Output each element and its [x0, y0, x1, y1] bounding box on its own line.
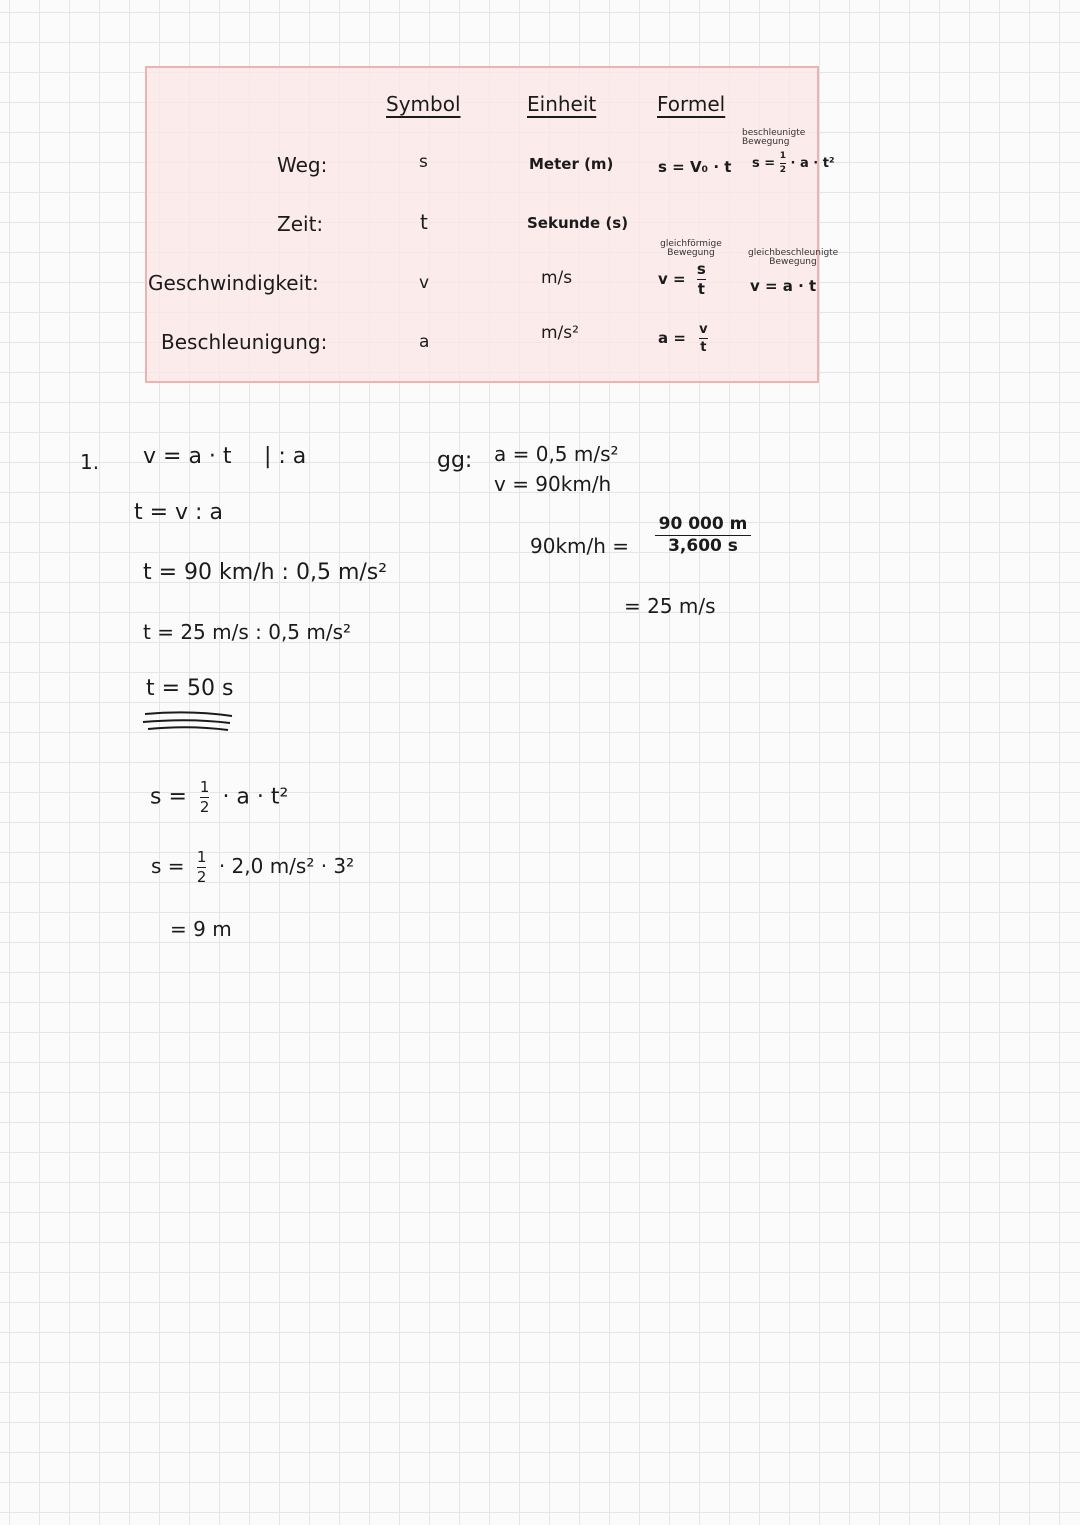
- note-geschw-accelerated: gleichbeschleunigte Bewegung: [748, 248, 839, 267]
- header-unit: Einheit: [527, 92, 597, 116]
- eq-t-result: t = 50 s: [146, 676, 234, 701]
- header-symbol: Symbol: [386, 92, 461, 116]
- row-label-weg: Weg:: [277, 153, 328, 177]
- unit-zeit: Sekunde (s): [527, 214, 629, 232]
- s-calculation: s = $\frac{1}{2}$ · 2,0 m/s² · 3²: [151, 848, 355, 886]
- note-weg-accelerated: beschleunigte Bewegung: [742, 128, 806, 147]
- result-double-underline: [140, 708, 240, 738]
- unit-beschleunigung: m/s²: [541, 323, 579, 343]
- formula-geschw-uniform: v = $\frac{s}{t}$: [658, 260, 706, 298]
- formula-beschleunigung: a = $\frac{v}{t}$: [658, 322, 708, 355]
- unit-geschwindigkeit: m/s: [541, 268, 573, 288]
- conversion-fraction: $\frac{90 000 m}{3,600 s}$: [655, 516, 751, 555]
- unit-weg: Meter (m): [529, 155, 614, 173]
- eq-v-at: v = a · t: [143, 444, 232, 469]
- row-label-beschleunigung: Beschleunigung:: [161, 330, 328, 354]
- formula-weg-uniform: s = V₀ · t: [658, 158, 732, 176]
- symbol-zeit: t: [420, 210, 428, 234]
- symbol-beschleunigung: a: [419, 332, 430, 352]
- symbol-weg: s: [419, 152, 428, 172]
- row-label-zeit: Zeit:: [277, 212, 324, 236]
- row-label-geschwindigkeit: Geschwindigkeit:: [148, 271, 319, 295]
- symbol-geschwindigkeit: v: [419, 273, 430, 293]
- conversion-lhs: 90km/h =: [530, 534, 630, 558]
- formula-weg-accelerated: s = $\frac{1}{2}$ · a · t²: [752, 151, 835, 175]
- conversion-result: = 25 m/s: [624, 594, 716, 618]
- eq-t-converted: t = 25 m/s : 0,5 m/s²: [143, 620, 352, 644]
- task-number: 1.: [80, 450, 100, 474]
- s-formula: s = $\frac{1}{2}$ · a · t²: [150, 778, 289, 816]
- header-formula: Formel: [657, 92, 726, 116]
- note-geschw-uniform: gleichförmige Bewegung: [660, 239, 722, 258]
- s-result: = 9 m: [170, 917, 232, 941]
- given-label: gg:: [437, 448, 473, 473]
- eq-t-va: t = v : a: [134, 500, 223, 525]
- eq-t-substituted: t = 90 km/h : 0,5 m/s²: [143, 560, 388, 585]
- given-v: v = 90km/h: [494, 472, 612, 496]
- given-a: a = 0,5 m/s²: [494, 442, 619, 466]
- formula-geschw-accelerated: v = a · t: [750, 277, 817, 295]
- eq-operation: | : a: [264, 444, 307, 469]
